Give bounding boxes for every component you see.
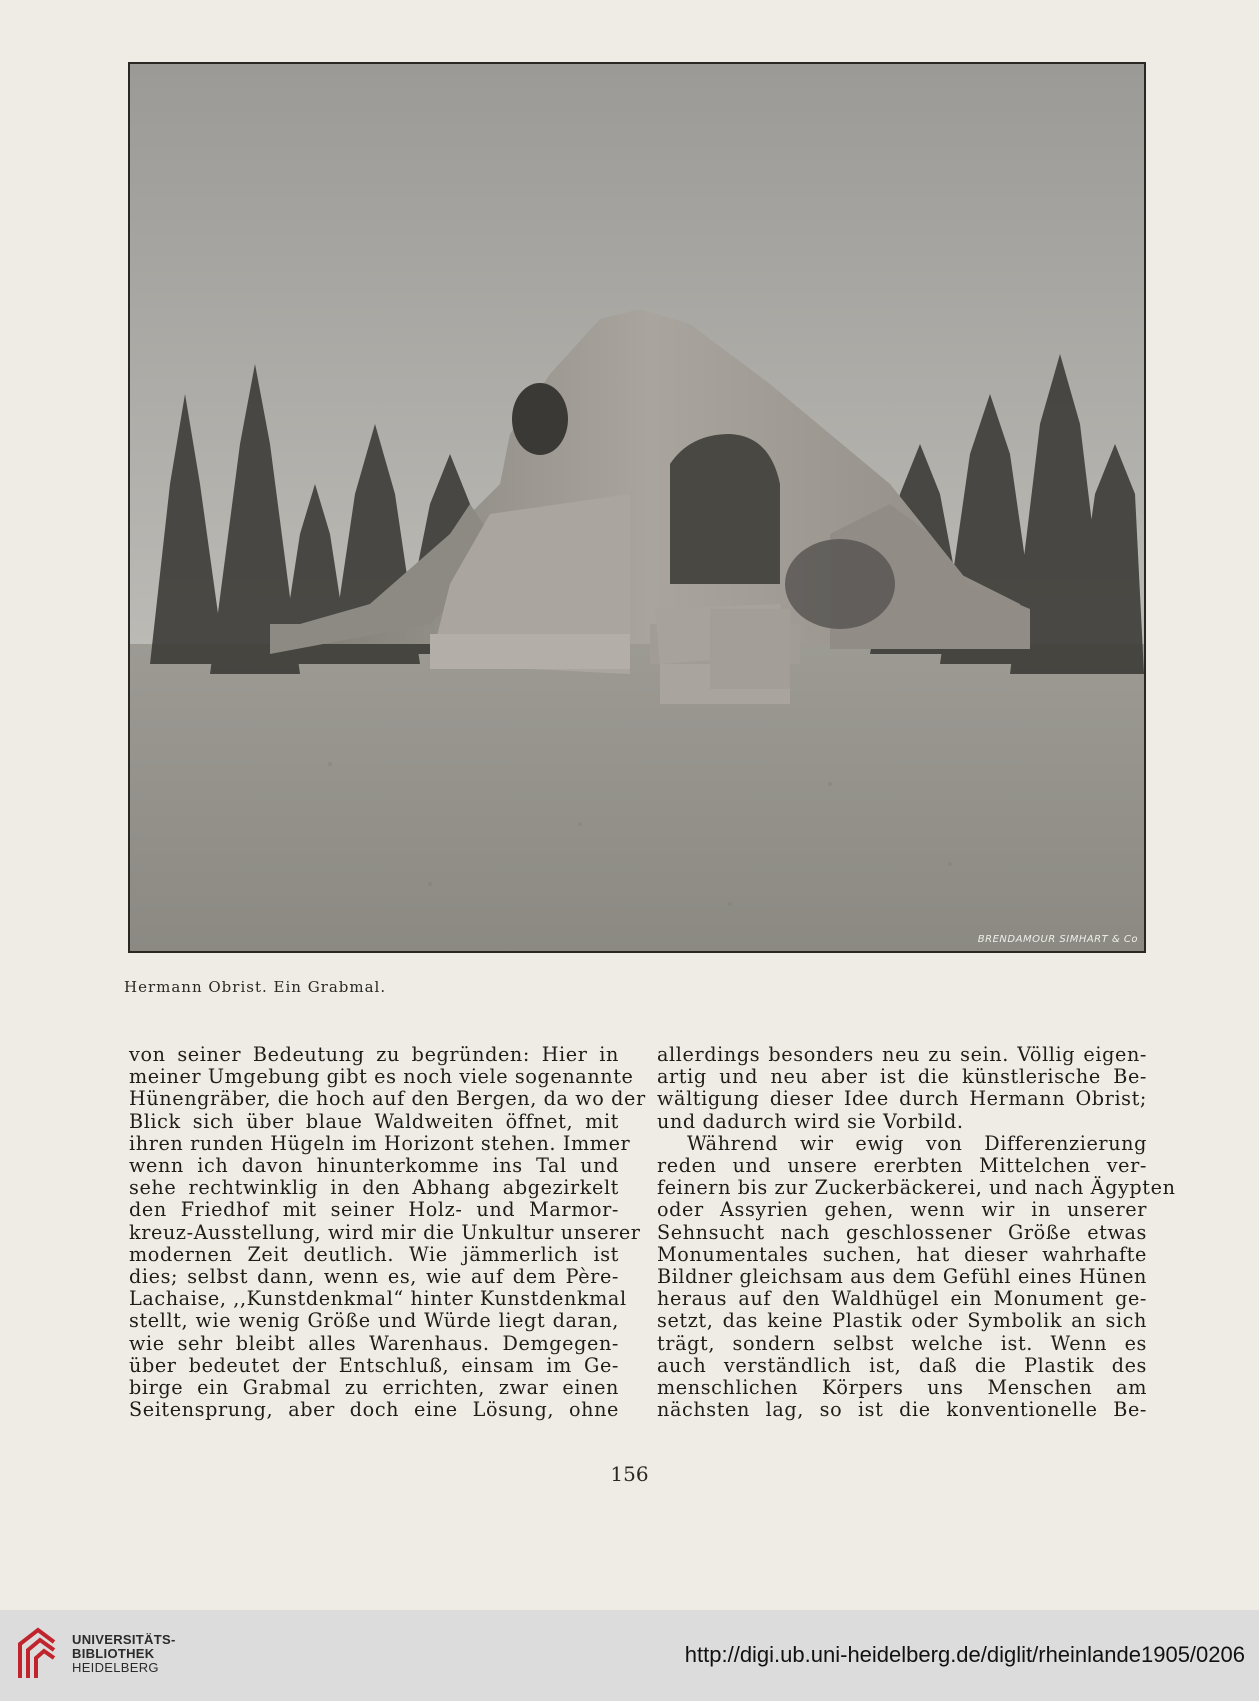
text-line: allerdings besonders neu zu sein. Völlig eigen- (657, 1043, 1147, 1066)
text-line: Hünengräber, die hoch auf den Bergen, da wo der (129, 1087, 646, 1111)
tomb-photo-illustration (130, 64, 1144, 951)
text-line: meiner Umgebung gibt es noch viele sogenannte (129, 1065, 634, 1089)
tomb-photograph (128, 62, 1146, 953)
text-line: reden und unsere ererbten Mittelchen ver- (657, 1154, 1147, 1178)
text-line: ihren runden Hügeln im Horizont stehen. Immer (129, 1131, 631, 1155)
right-text-column (657, 1043, 1176, 1422)
library-name-line: BIBLIOTHEK (72, 1646, 155, 1661)
text-line: nächsten lag, so ist die konventionelle Be- (657, 1398, 1147, 1422)
text-line: feinern bis zur Zuckerbäckerei, und nach Ägypten (657, 1176, 1176, 1200)
text-line: Seitensprung, aber doch eine Lösung, ohne (129, 1398, 619, 1422)
text-line: modernen Zeit deutlich. Wie jämmerlich ist (129, 1242, 619, 1266)
text-line: stellt, wie wenig Größe und Würde liegt daran, (129, 1309, 619, 1333)
text-line: artig und neu aber ist die künstlerische Be- (657, 1065, 1147, 1089)
text-line: Lachaise, ,,Kunstdenkmal“ hinter Kunstdenkmal (129, 1287, 627, 1311)
text-line: Blick sich über blaue Waldweiten öffnet, mit (129, 1109, 619, 1133)
library-name-line: UNIVERSITÄTS- (72, 1632, 176, 1647)
text-line: wenn ich davon hinunterkomme ins Tal und (129, 1154, 619, 1178)
text-line: oder Assyrien gehen, wenn wir in unserer (657, 1198, 1147, 1222)
library-logo-icon[interactable] (14, 1624, 60, 1684)
library-name[interactable] (72, 1633, 176, 1675)
text-line: menschlichen Körpers uns Menschen am (657, 1376, 1147, 1400)
text-line: Bildner gleichsam aus dem Gefühl eines Hünen (657, 1265, 1147, 1289)
library-footer (0, 1610, 1259, 1701)
text-line: dies; selbst dann, wenn es, wie auf dem Père- (129, 1265, 619, 1289)
text-line: von seiner Bedeutung zu begründen: Hier in (129, 1043, 619, 1066)
text-line: Sehnsucht nach geschlossener Größe etwas (657, 1220, 1147, 1244)
text-line: wie sehr bleibt alles Warenhaus. Demgegen- (129, 1331, 619, 1355)
figure-caption: Hermann Obrist. Ein Grabmal. (124, 978, 387, 996)
library-name-line: HEIDELBERG (72, 1660, 159, 1675)
text-line: und dadurch wird sie Vorbild. (657, 1109, 964, 1133)
text-line: auch verständlich ist, daß die Plastik des (657, 1353, 1147, 1377)
text-line: Monumentales suchen, hat dieser wahrhafte (657, 1242, 1147, 1266)
text-line: sehe rechtwinklig in den Abhang abgezirkelt (129, 1176, 619, 1200)
page-number: 156 (610, 1462, 649, 1486)
text-line: kreuz-Ausstellung, wird mir die Unkultur unserer (129, 1220, 641, 1244)
text-line: trägt, sondern selbst welche ist. Wenn es (657, 1331, 1147, 1355)
left-text-column (129, 1043, 646, 1422)
text-line: heraus auf den Waldhügel ein Monument ge- (657, 1287, 1147, 1311)
text-line: über bedeutet der Entschluß, einsam im Ge- (129, 1353, 619, 1377)
text-line: den Friedhof mit seiner Holz- und Marmor- (129, 1198, 619, 1222)
engraver-mark: BRENDAMOUR SIMHART & Co (977, 934, 1138, 945)
text-line: Während wir ewig von Differenzierung (687, 1131, 1147, 1155)
permalink-url[interactable]: http://digi.ub.uni-heidelberg.de/diglit/rheinlande1905/0206 (684, 1642, 1245, 1667)
text-line: wältigung dieser Idee durch Hermann Obrist; (657, 1087, 1147, 1111)
text-line: birge ein Grabmal zu errichten, zwar einen (129, 1376, 619, 1400)
text-line: setzt, das keine Plastik oder Symbolik an sich (657, 1309, 1147, 1333)
